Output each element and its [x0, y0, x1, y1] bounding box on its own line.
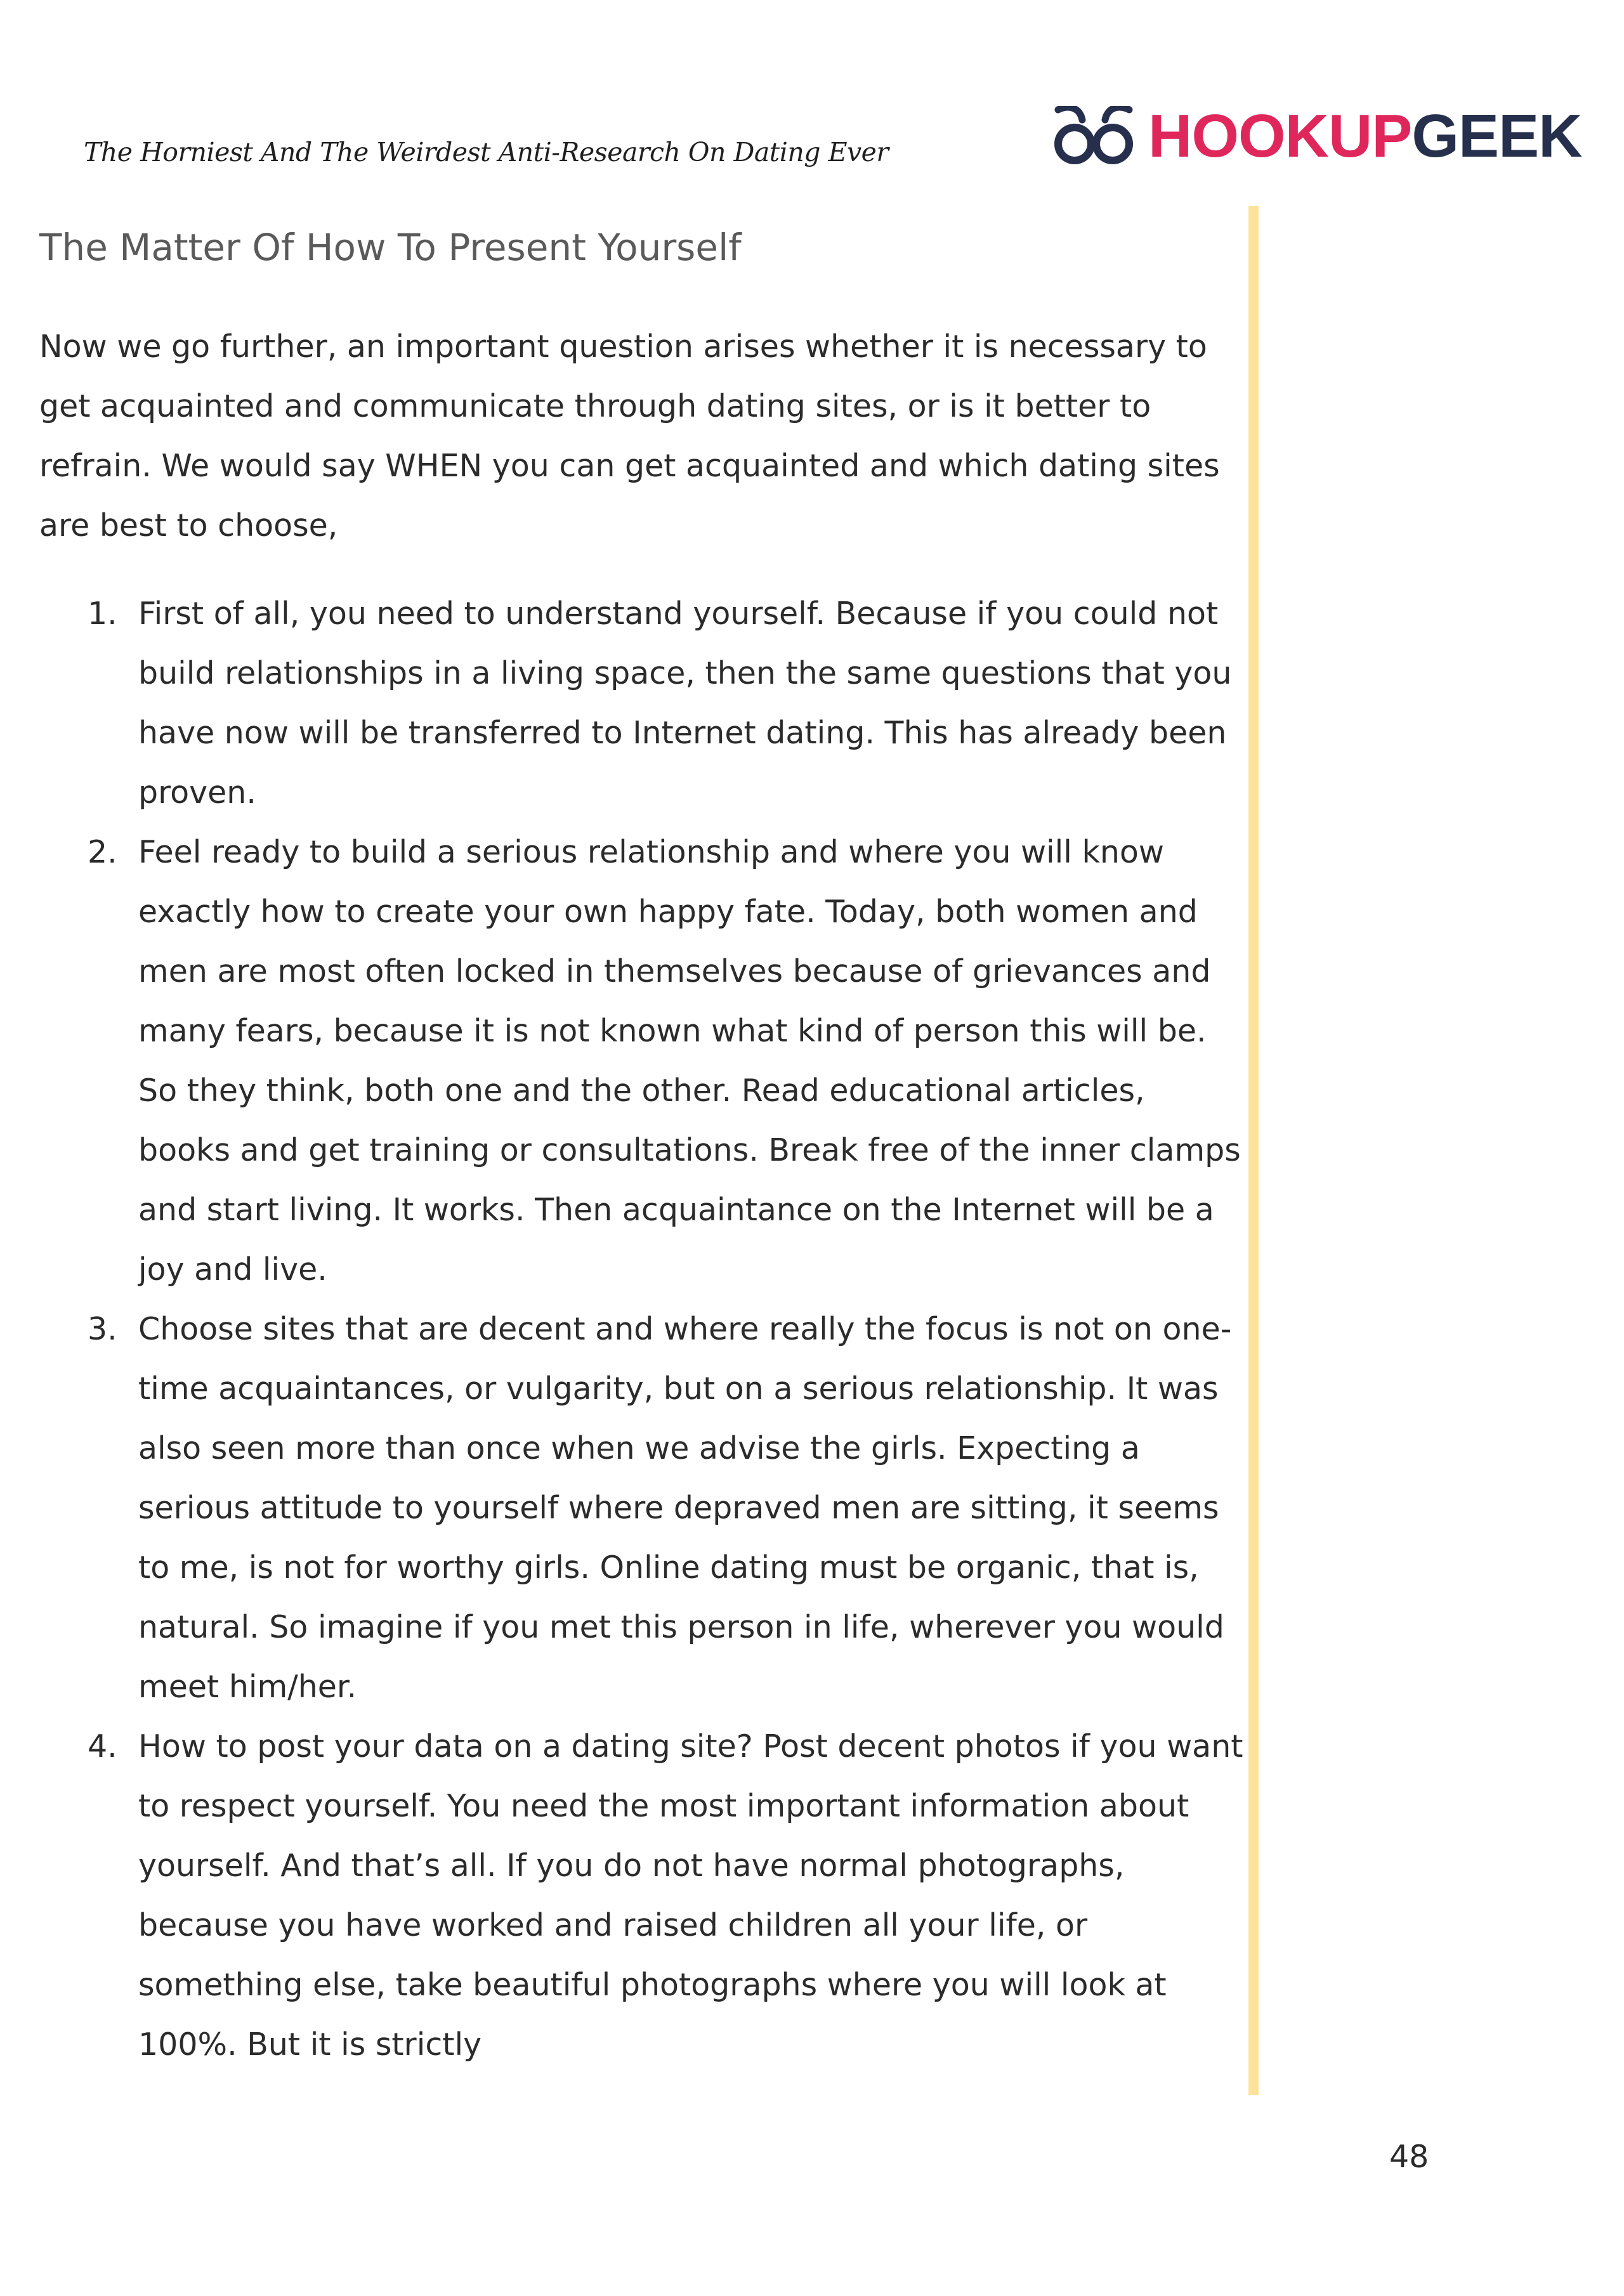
- list-item: [39, 823, 1245, 1300]
- list-item: [39, 1717, 1245, 2075]
- accent-side-rule: [1248, 206, 1259, 2095]
- page-number: 48: [1389, 2139, 1429, 2175]
- list-item-text: Choose sites that are decent and where really the focus is not on one-time acquaintances, or vulgarity, but on a serious relationship. It was also seen more than once when we advise the girls. Expecting a serious attitude to yourself where depraved men are sitting, it seems to me, is not for worthy girls. Online dating must be organic, that is, natural. So imagine if you met this person in life, wherever you would meet him/her.: [138, 1311, 1232, 1705]
- advice-list: [39, 584, 1245, 2075]
- list-item: [39, 584, 1245, 823]
- list-item-number: 2.: [88, 834, 117, 870]
- list-item-number: 3.: [88, 1311, 117, 1347]
- list-item-text: First of all, you need to understand yourself. Because if you could not build relationships in a living space, then the same questions that you have now will be transferred to Internet dating. This has already been proven.: [138, 596, 1232, 811]
- main-content: [39, 222, 1245, 2075]
- intro-paragraph: Now we go further, an important question arises whether it is necessary to get acquainted and communicate through dating sites, or is it better to refrain. We would say WHEN you can get acquainted and which dating sites are best to choose,: [39, 329, 1220, 544]
- section-title: The Matter Of How To Present Yourself: [39, 226, 742, 269]
- document-tagline: The Horniest And The Weirdest Anti-Research On Dating Ever: [84, 137, 889, 167]
- list-item-number: 4.: [88, 1728, 117, 1764]
- list-item-number: 1.: [88, 596, 117, 632]
- glasses-icon: [1053, 106, 1134, 167]
- hookupgeek-logo: [1053, 101, 1581, 171]
- brand-name-hookup: HOOKUP: [1148, 102, 1412, 170]
- brand-name-geek: GEEK: [1411, 102, 1582, 170]
- list-item: [39, 1300, 1245, 1717]
- list-item-text: Feel ready to build a serious relationship and where you will know exactly how to create your own happy fate. Today, both women and men are most often locked in themselves because of grievances and many fears, because it is not known what kind of person this will be. So they think, both one and the other. Read educational articles, books and get training or consultations. Break free of the inner clamps and start living. It works. Then acquaintance on the Internet will be a joy and live.: [138, 834, 1241, 1288]
- list-item-text: How to post your data on a dating site? Post decent photos if you want to respect yourself. You need the most important information about yourself. And that’s all. If you do not have normal photographs, because you have worked and raised children all your life, or something else, take beautiful photographs where you will look at 100%. But it is strictly: [138, 1728, 1243, 2063]
